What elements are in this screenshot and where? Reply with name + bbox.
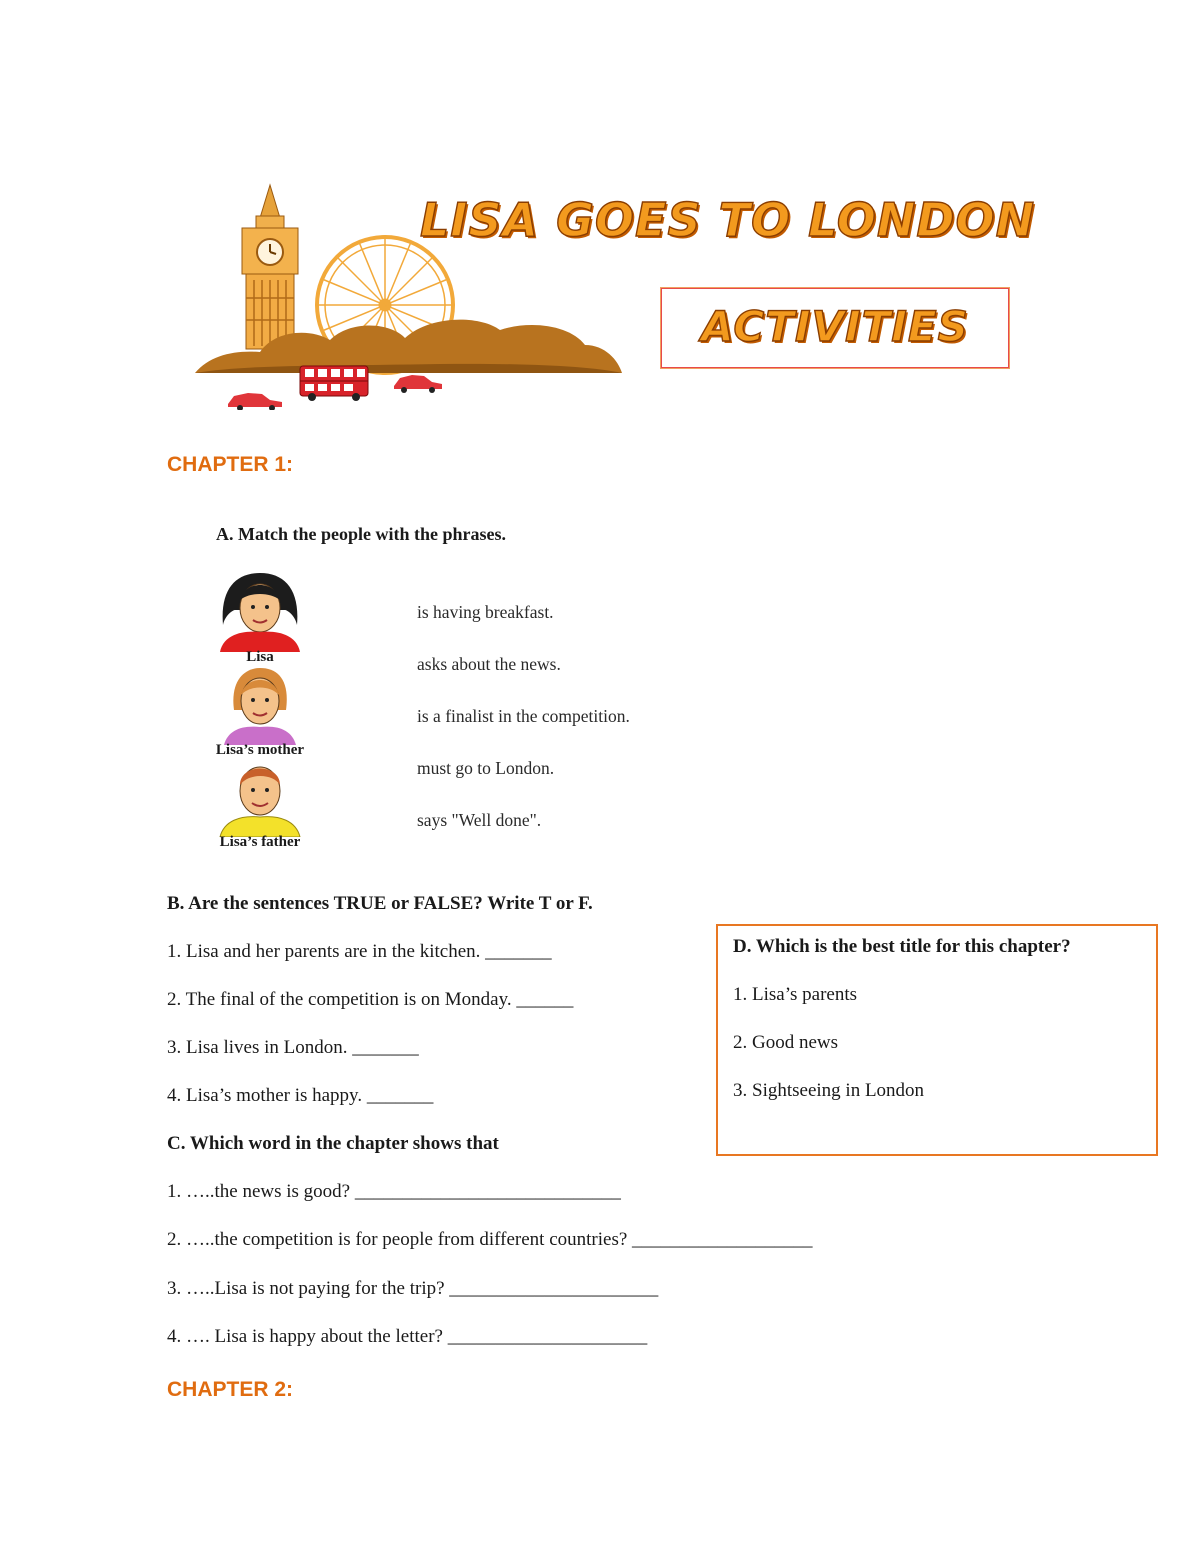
true-false-item: 4. Lisa’s mother is happy. _______ (167, 1085, 434, 1106)
phrase-item: must go to London. (417, 758, 555, 778)
word-question-item: 4. …. Lisa is happy about the letter? _____________________ (167, 1326, 648, 1347)
section-d-box (716, 924, 1158, 1156)
title-option: 2. Good news (733, 1032, 839, 1053)
activities-banner (660, 287, 1010, 369)
phrase-item: is a finalist in the competition. (417, 706, 630, 726)
lisa-avatar (215, 570, 305, 652)
bus-icon (300, 366, 368, 401)
word-question-item: 1. …..the news is good? ____________________________ (167, 1181, 621, 1202)
person-label-lisa: Lisa (246, 649, 274, 665)
person-label-mother: Lisa’s mother (215, 742, 305, 758)
activities-label: ACTIVITIES (701, 302, 969, 351)
true-false-item: 2. The final of the competition is on Monday. ______ (167, 989, 574, 1010)
word-question-item: 2. …..the competition is for people from different countries? ___________________ (167, 1229, 813, 1250)
title-option: 3. Sightseeing in London (733, 1080, 925, 1101)
lisas-father-avatar (218, 757, 302, 837)
chapter-1-heading: CHAPTER 1: (167, 453, 294, 476)
car-icon (228, 393, 282, 410)
phrase-item: is having breakfast. (417, 602, 554, 622)
phrase-item: says "Well done". (417, 810, 542, 830)
true-false-item: 3. Lisa lives in London. _______ (167, 1037, 419, 1058)
section-c-heading: C. Which word in the chapter shows that (167, 1133, 499, 1154)
true-false-item: 1. Lisa and her parents are in the kitchen. _______ (167, 941, 552, 962)
worksheet-title: LISA GOES TO LONDON (420, 193, 1036, 247)
lisas-mother-avatar (220, 665, 300, 745)
word-question-item: 3. …..Lisa is not paying for the trip? ______________________ (167, 1278, 659, 1299)
big-ben-icon (242, 185, 298, 349)
section-d-heading: D. Which is the best title for this chapter? (733, 936, 1071, 957)
phrase-item: asks about the news. (417, 654, 561, 674)
title-option: 1. Lisa’s parents (733, 984, 858, 1005)
person-label-father: Lisa’s father (219, 834, 301, 850)
section-b-heading: B. Are the sentences TRUE or FALSE? Write T or F. (167, 893, 593, 914)
car-icon (394, 375, 442, 393)
section-a-heading: A. Match the people with the phrases. (216, 524, 506, 544)
chapter-2-heading: CHAPTER 2: (167, 1378, 294, 1401)
